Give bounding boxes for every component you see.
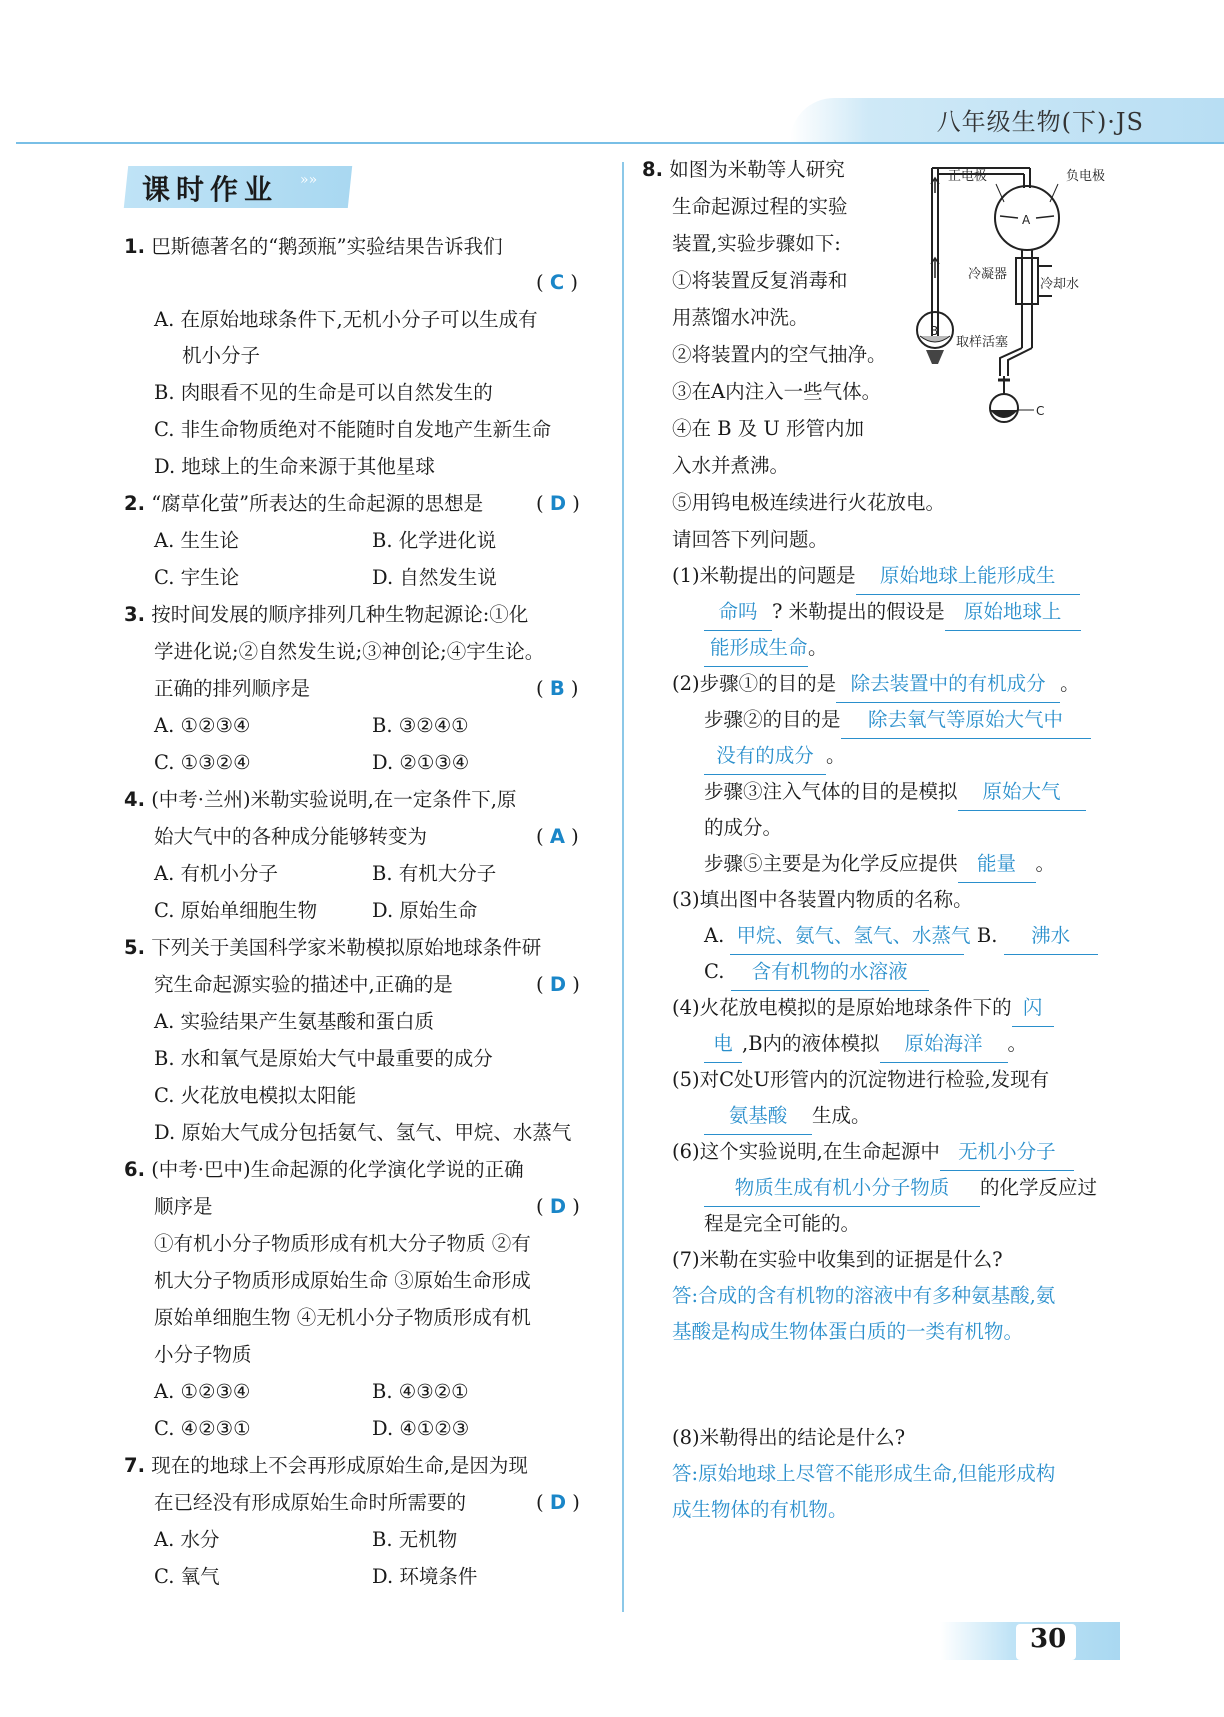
page-number: 30: [1030, 1624, 1067, 1654]
q8-part5: (5)对C处U形管内的沉淀物进行检验,发现有: [672, 1068, 1050, 1091]
q1-option-d: D. 地球上的生命来源于其他星球: [154, 455, 435, 478]
q8-ask: 请回答下列问题。: [672, 528, 829, 551]
q8-part2-step3-cont: 的成分。: [704, 816, 783, 839]
q5-option-b: B. 水和氧气是原始大气中最重要的成分: [154, 1047, 493, 1070]
q8-part3-c: C. 含有机物的水溶液: [704, 954, 929, 991]
q6-answer: ( D ): [536, 1195, 580, 1218]
q6-option-b: B. ④③②①: [372, 1380, 469, 1403]
q4-answer: ( A ): [536, 825, 579, 848]
q8-step-3: ③在A内注入一些气体。: [672, 380, 882, 403]
q8-part8: (8)米勒得出的结论是什么?: [672, 1426, 906, 1449]
q4-option-c: C. 原始单细胞生物: [154, 899, 318, 922]
q6-statement-1: ①有机小分子物质形成有机大分子物质 ②有: [154, 1232, 531, 1255]
section-title: 课时作业: [142, 173, 279, 206]
q8-part7-answer: 答:合成的含有机物的溶液中有多种氨基酸,氨: [672, 1284, 1056, 1307]
q5-stem: 5. 下列关于美国科学家米勒模拟原始地球条件研: [124, 936, 542, 959]
q1-answer: ( C ): [536, 271, 578, 294]
q8-intro-3: 装置,实验步骤如下:: [672, 232, 841, 255]
q3-stem-3: 正确的排列顺序是: [154, 677, 311, 700]
q8-part4: (4)火花放电模拟的是原始地球条件下的 闪: [672, 990, 1054, 1027]
q3-option-b: B. ③②④①: [372, 714, 469, 737]
q8-part5-cont: 氨基酸 生成。: [704, 1098, 871, 1135]
q8-part1: (1)米勒提出的问题是 原始地球上能形成生: [672, 558, 1080, 595]
header-title: 八年级生物(下)·JS: [936, 108, 1144, 136]
q7-answer: ( D ): [536, 1491, 580, 1514]
q7-option-b: B. 无机物: [372, 1528, 458, 1551]
q8-part2-step2: 步骤②的目的是 除去氧气等原始大气中: [704, 702, 1091, 739]
q3-option-d: D. ②①③④: [372, 751, 470, 774]
q5-option-a: A. 实验结果产生氨基酸和蛋白质: [154, 1010, 434, 1033]
banner-arrows-icon: »»: [300, 172, 318, 188]
q5-option-c: C. 火花放电模拟太阳能: [154, 1084, 357, 1107]
q8-part2-step1: (2)步骤①的目的是 除去装置中的有机成分 。: [672, 666, 1080, 703]
q4-option-d: D. 原始生命: [372, 899, 478, 922]
q8-step-2: ②将装置内的空气抽净。: [672, 343, 887, 366]
diagram-label-negative-electrode: 负电极: [1066, 169, 1106, 184]
q8-step-1-cont: 用蒸馏水冲洗。: [672, 306, 809, 329]
q8-part7-answer-cont: 基酸是构成生物体蛋白质的一类有机物。: [672, 1320, 1024, 1343]
q3-stem: 3. 按时间发展的顺序排列几种生物起源论:①化: [124, 603, 529, 626]
q3-stem-2: 学进化说;②自然发生说;③神创论;④宇生论。: [154, 640, 545, 663]
column-divider: [622, 162, 624, 1612]
q6-statement-3: 原始单细胞生物 ④无机小分子物质形成有机: [154, 1306, 531, 1329]
q7-option-c: C. 氧气: [154, 1565, 220, 1588]
q2-option-b: B. 化学进化说: [372, 529, 497, 552]
q6-stem: 6. (中考·巴中)生命起源的化学演化学说的正确: [124, 1158, 524, 1181]
q8-part7: (7)米勒在实验中收集到的证据是什么?: [672, 1248, 1003, 1271]
q6-statement-4: 小分子物质: [154, 1343, 252, 1366]
q1-stem: 1. 巴斯德著名的“鹅颈瓶”实验结果告诉我们: [124, 235, 503, 258]
q8-intro-1: 8. 如图为米勒等人研究: [642, 158, 845, 181]
q7-stem: 7. 现在的地球上不会再形成原始生命,是因为现: [124, 1454, 528, 1477]
q4-stem: 4. (中考·兰州)米勒实验说明,在一定条件下,原: [124, 788, 517, 811]
q1-option-c: C. 非生命物质绝对不能随时自发地产生新生命: [154, 418, 552, 441]
diagram-label-valve: 取样活塞: [956, 335, 1009, 350]
q8-part3: (3)填出图中各装置内物质的名称。: [672, 888, 973, 911]
miller-apparatus-diagram: [900, 158, 1130, 448]
q8-step-4: ④在 B 及 U 形管内加: [672, 417, 865, 440]
q3-option-c: C. ①③②④: [154, 751, 251, 774]
q1-option-b: B. 肉眼看不见的生命是可以自然发生的: [154, 381, 493, 404]
q4-option-a: A. 有机小分子: [154, 862, 278, 885]
q5-answer: ( D ): [536, 973, 580, 996]
q6-option-c: C. ④②③①: [154, 1417, 251, 1440]
q2-option-d: D. 自然发生说: [372, 566, 497, 589]
q8-part2-step2-cont: 没有的成分 。: [704, 738, 846, 775]
q8-intro-2: 生命起源过程的实验: [672, 195, 848, 218]
diagram-label-cooling-water: 冷却水: [1040, 277, 1080, 292]
q8-part4-cont: 电 ,B内的液体模拟 原始海洋 。: [704, 1026, 1027, 1063]
q4-stem-2: 始大气中的各种成分能够转变为: [154, 825, 428, 848]
q4-option-b: B. 有机大分子: [372, 862, 497, 885]
q8-part3-ab: A. 甲烷、氨气、氢气、水蒸气 B. 沸水: [704, 918, 1098, 955]
q3-option-a: A. ①②③④: [154, 714, 251, 737]
q5-stem-2: 究生命起源实验的描述中,正确的是: [154, 973, 453, 996]
diagram-label-positive-electrode: 正电极: [948, 169, 988, 184]
q8-step-4-cont: 入水并煮沸。: [672, 454, 790, 477]
q8-step-1: ①将装置反复消毒和: [672, 269, 848, 292]
diagram-label-b: B: [930, 324, 939, 338]
diagram-label-c: C: [1036, 404, 1045, 418]
q5-option-d: D. 原始大气成分包括氨气、氢气、甲烷、水蒸气: [154, 1121, 572, 1144]
q1-option-a: A. 在原始地球条件下,无机小分子可以生成有: [154, 308, 538, 331]
q8-part2-step3: 步骤③注入气体的目的是模拟 原始大气: [704, 774, 1086, 811]
q8-part1-cont: 命吗 ? 米勒提出的假设是 原始地球上: [704, 594, 1081, 631]
q8-part8-answer: 答:原始地球上尽管不能形成生命,但能形成构: [672, 1462, 1056, 1485]
header-rule: [16, 142, 1224, 144]
q8-step-5: ⑤用钨电极连续进行火花放电。: [672, 491, 946, 514]
q7-option-a: A. 水分: [154, 1528, 220, 1551]
q2-option-c: C. 宇生论: [154, 566, 240, 589]
q8-part8-answer-cont: 成生物体的有机物。: [672, 1498, 848, 1521]
q1-option-a-cont: 机小分子: [182, 344, 261, 367]
diagram-label-a: A: [1022, 213, 1031, 227]
q8-part2-step5: 步骤⑤主要是为化学反应提供 能量 。: [704, 846, 1055, 883]
q2-option-a: A. 生生论: [154, 529, 239, 552]
q6-statement-2: 机大分子物质形成原始生命 ③原始生命形成: [154, 1269, 531, 1292]
q8-part6: (6)这个实验说明,在生命起源中 无机小分子: [672, 1134, 1074, 1171]
q7-option-d: D. 环境条件: [372, 1565, 478, 1588]
q6-option-d: D. ④①②③: [372, 1417, 470, 1440]
q8-part6-end: 程是完全可能的。: [704, 1212, 861, 1235]
q8-part6-cont: 物质生成有机小分子物质 的化学反应过: [704, 1170, 1097, 1207]
diagram-label-condenser: 冷凝器: [968, 267, 1008, 282]
q6-option-a: A. ①②③④: [154, 1380, 251, 1403]
q2-answer: ( D ): [536, 492, 580, 515]
q8-part1-end: 能形成生命。: [704, 630, 828, 667]
q7-stem-2: 在已经没有形成原始生命时所需要的: [154, 1491, 467, 1514]
q3-answer: ( B ): [536, 677, 579, 700]
q2-stem: 2. “腐草化萤”所表达的生命起源的思想是: [124, 492, 484, 515]
q6-stem-2: 顺序是: [154, 1195, 213, 1218]
